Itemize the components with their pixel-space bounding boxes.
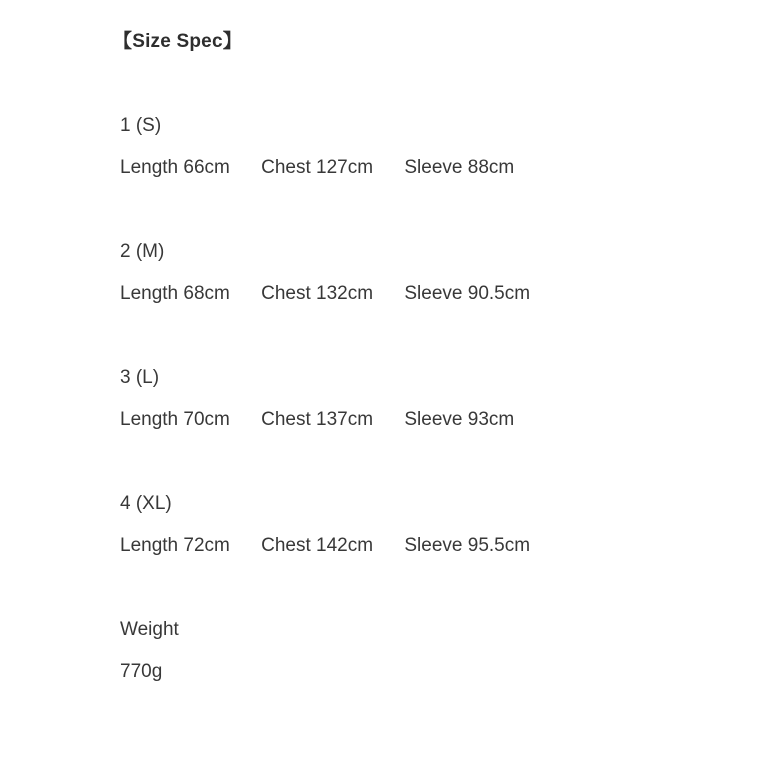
size-block: [120, 483, 760, 567]
weight-label: Weight: [120, 619, 179, 640]
spacer: [120, 315, 760, 357]
size-spec-title: 【Size Spec】: [113, 31, 242, 52]
sleeve-measurement: Sleeve 90.5cm: [404, 283, 531, 304]
size-label: 2 (M): [120, 241, 165, 262]
spacer: [120, 567, 760, 609]
length-measurement: Length 66cm: [120, 157, 230, 178]
spacer: [120, 63, 760, 105]
sleeve-measurement: Sleeve 93cm: [404, 409, 515, 430]
length-measurement: Length 72cm: [120, 535, 230, 556]
chest-measurement: Chest 127cm: [261, 157, 374, 178]
spacer: [120, 441, 760, 483]
sleeve-measurement: Sleeve 88cm: [404, 157, 515, 178]
chest-measurement: Chest 142cm: [261, 535, 374, 556]
length-measurement: Length 70cm: [120, 409, 230, 430]
size-measurements: [120, 399, 760, 441]
weight-value: 770g: [120, 661, 163, 682]
size-label: 4 (XL): [120, 493, 172, 514]
size-measurements: [120, 273, 760, 315]
size-label: 1 (S): [120, 115, 162, 136]
size-measurements: [120, 147, 760, 189]
spacer: [120, 189, 760, 231]
sleeve-measurement: Sleeve 95.5cm: [404, 535, 531, 556]
size-block: [120, 357, 760, 483]
size-block: [120, 105, 760, 231]
chest-measurement: Chest 137cm: [261, 409, 374, 430]
size-block: [120, 231, 760, 357]
size-label: 3 (L): [120, 367, 160, 388]
chest-measurement: Chest 132cm: [261, 283, 374, 304]
size-blocks: [120, 105, 760, 567]
length-measurement: Length 68cm: [120, 283, 230, 304]
size-measurements: [120, 525, 760, 567]
